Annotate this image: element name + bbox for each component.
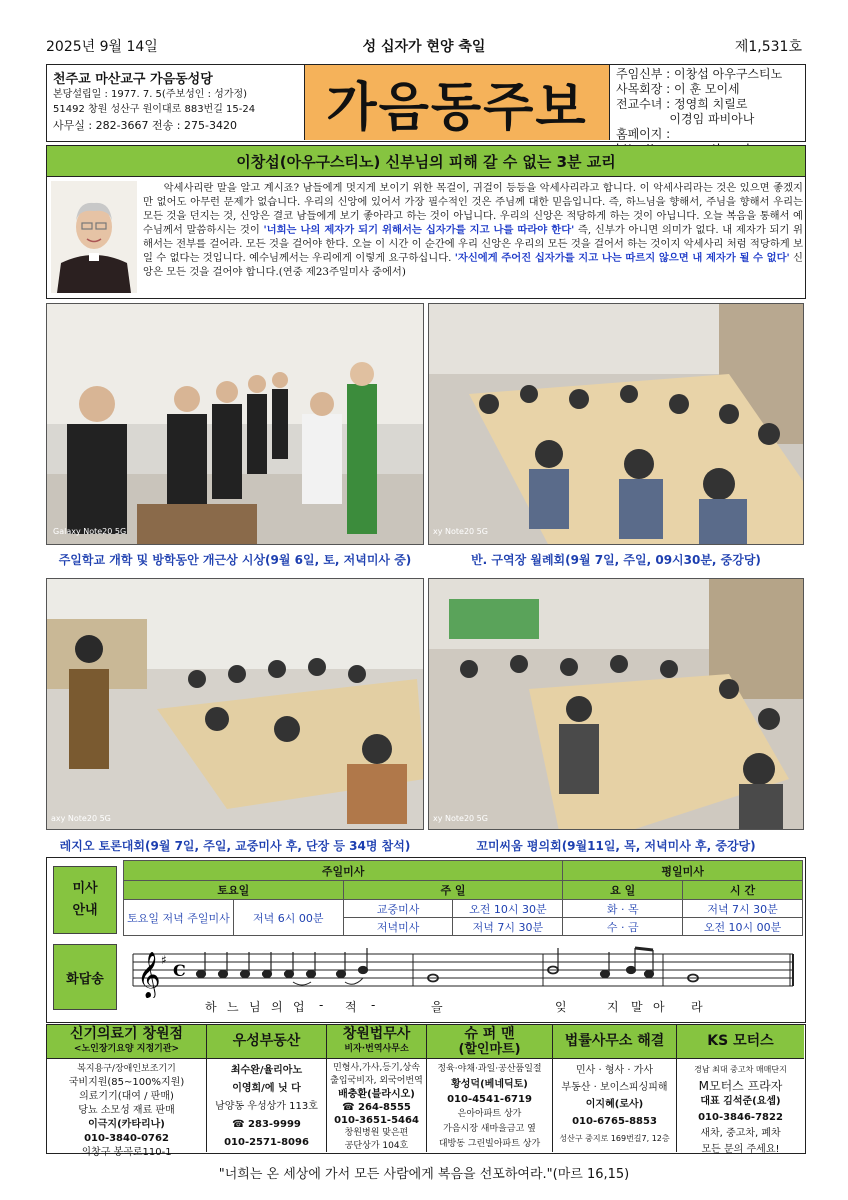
lyric: 을 [431, 1000, 445, 1014]
photo-sunday-school-award [46, 303, 424, 545]
caption-photo-1: 주일학교 개학 및 방학동안 개근상 시상(9월 6일, 토, 저녁미사 중) [58, 553, 412, 567]
ad-address: 가음시장 새마을금고 옆 [443, 1124, 536, 1134]
ad-line: 국비지원(85~100%지원) [68, 1077, 185, 1088]
main-mass-time: 오전 10시 30분 [453, 900, 563, 918]
ad-contact-name: 대표 김석준(요셉) [700, 1096, 781, 1107]
ad-contact-name: 최수완/율리아노 [230, 1065, 303, 1076]
issue-date: 2025년 9월 14일 [46, 39, 158, 55]
ad-medical-supply [47, 1025, 207, 1158]
evening-mass: 저녁미사 [343, 918, 453, 936]
photo-watermark: axy Note20 5G [51, 814, 111, 823]
ad-subtitle: (할인마트) [458, 1041, 521, 1057]
col-sunday: 주 일 [343, 881, 563, 900]
mass-label-2: 안내 [72, 903, 98, 918]
sermon-part-3: 신앙은 모든 것을 걸어야 합니다.(연중 제23주일미사 중에서) [143, 252, 803, 278]
masthead [305, 65, 609, 140]
ad-address: 공단상가 104호 [344, 1141, 409, 1151]
weekday-mass-header: 평일미사 [563, 861, 803, 881]
ad-address: 성산구 중지로 169번길7, 12층 [559, 1134, 670, 1143]
ad-law-office [553, 1025, 677, 1152]
ad-line: 복지용구/장애인보조기기 [77, 1064, 176, 1074]
col-saturday: 토요일 [124, 881, 344, 900]
ad-phone: 010-6765-8853 [572, 1116, 657, 1127]
lyric: 하 [205, 1000, 219, 1014]
ad-real-estate [207, 1025, 327, 1152]
caption-photo-3: 레지오 토론대회(9월 7일, 주일, 교중미사 후, 단장 등 34명 참석) [59, 839, 411, 853]
mass-schedule-table [123, 860, 803, 936]
sermon-box [46, 177, 806, 299]
lyric: 잊 [555, 1000, 569, 1014]
mass-label [53, 866, 117, 934]
psalm-score [123, 938, 803, 1018]
ad-subtitle: 비자·번역사무소 [344, 1043, 409, 1054]
photo-watermark: xy Note20 5G [433, 814, 488, 823]
ad-title: KS 모터스 [707, 1033, 774, 1049]
treble-clef-icon: 𝄞 [137, 952, 161, 998]
caption-photo-2: 반. 구역장 월례회(9월 7일, 주일, 09시30분, 중강당) [471, 553, 761, 567]
lyric: 말 [631, 1000, 645, 1014]
parish-info [47, 65, 305, 140]
ad-phone: 010-4541-6719 [447, 1094, 532, 1105]
saturday-mass: 토요일 저녁 주일미사 [124, 900, 234, 936]
staff-list [609, 65, 805, 140]
psalm-notes [197, 948, 699, 982]
ad-address: 창원병원 맞은편 [344, 1128, 409, 1138]
ad-phone: 010-3651-5464 [334, 1115, 419, 1126]
weekday-1-days: 화 · 목 [563, 900, 683, 918]
mass-psalm-section [46, 857, 806, 1023]
ad-supermarket [427, 1025, 553, 1152]
ad-line: 민사 · 형사 · 가사 [575, 1065, 654, 1076]
common-time-icon: C [173, 961, 186, 980]
ad-ks-motors [677, 1025, 804, 1155]
ad-line: 정육·야채·과일·공산품일절 [437, 1064, 542, 1074]
staff-sister-1: 전교수녀 : 정영희 치릴로 [616, 97, 748, 111]
ad-contact-name: 이극지(카타리나) [88, 1119, 165, 1130]
lyric: - [371, 998, 378, 1012]
lyric: 라 [691, 1000, 705, 1014]
sermon-part-1: 악세사리란 말을 알고 계시죠? 남들에게 멋지게 보이기 위한 목걸이, 귀걸이 등등을 악세사리라고 합니다. 이 악세사리라는 것은 있으면 좋겠지만 없어도 아무런 문제가 없습니다. 우리의 신앙에 있어서 가장 필수적인 것은 주님께 대한 믿음입니다. 즉, 하느님을 향해서, 주님을 향해서 우리는 모든 것을 던지는 것, 신앙은 결코 남들에게 보기 좋아라고 하는 것이 아닙니다. 우리의 신앙은 적당하게 하는 것이 아닙니다. 오늘 복음을 통해서 예수님께서 말씀하시는 것이 [143, 182, 803, 236]
lyric: 의 [271, 1000, 285, 1014]
ad-title: 법률사무소 해결 [564, 1033, 665, 1049]
issue-number: 제1,531호 [734, 39, 802, 55]
ad-phone: 010-3840-0762 [84, 1133, 169, 1144]
ad-line: 출입국비자, 외국어번역 [330, 1076, 423, 1086]
evening-mass-time: 저녁 7시 30분 [453, 918, 563, 936]
photo-district-meeting [428, 303, 804, 545]
founded-date: 본당설립일 : 1977. 7. 5(주보성인 : 성가정) [53, 89, 248, 100]
staff-council: 사목회장 : 이 훈 모이세 [616, 82, 740, 96]
ad-line: 당뇨 소모성 재료 판매 [78, 1105, 175, 1116]
ad-line: 부동산 · 보이스피싱피해 [561, 1082, 668, 1093]
ad-contact-name: 이지혜(로사) [585, 1099, 644, 1110]
col-day: 요 일 [563, 881, 683, 900]
weekday-2-time: 오전 10시 00분 [683, 918, 803, 936]
ad-line: 의료기기(대여 / 판매) [79, 1091, 174, 1102]
ad-address: 의창구 봉곡로110-1 [81, 1147, 172, 1158]
ad-title: 신기의료기 창원점 [69, 1025, 184, 1042]
ad-line: 모든 문의 주세요! [701, 1144, 780, 1155]
sunday-mass-header: 주일미사 [124, 861, 563, 881]
feast-title: 성 십자가 현양 축일 [362, 39, 486, 55]
ad-phone: 010-2571-8096 [224, 1137, 309, 1148]
main-mass: 교중미사 [343, 900, 453, 918]
ad-line: 경남 최대 중고차 매매단지 [694, 1065, 787, 1074]
ads-section [46, 1024, 806, 1158]
saturday-mass-time: 저녁 6시 00분 [233, 900, 343, 936]
lyric: 지 [607, 1000, 621, 1014]
lyric: 느 [227, 1000, 241, 1014]
ad-contact-name: 배충환(블라시오) [338, 1089, 415, 1100]
ad-phone: ☎ 283-9999 [232, 1119, 301, 1130]
ad-address: 남양동 우성상가 113호 [215, 1101, 318, 1112]
ad-contact-name: 황성덕(베네딕토) [451, 1079, 528, 1090]
lyric: 님 [249, 1000, 263, 1014]
psalm-lyrics [123, 998, 803, 1014]
photo-watermark: Galaxy Note20 5G [53, 527, 127, 536]
weekday-2-days: 수 · 금 [563, 918, 683, 936]
parish-name: 천주교 마산교구 가음동성당 [53, 72, 213, 87]
photo-watermark: xy Note20 5G [433, 527, 488, 536]
ad-line: 민형사,가사,등기,상속 [333, 1063, 420, 1073]
ad-subtitle: <노인장기요양 지정기관> [73, 1043, 180, 1054]
ad-title: 슈 퍼 맨 [464, 1025, 515, 1042]
bulletin-header [46, 64, 806, 142]
ad-title: 창원법무사 [342, 1025, 411, 1042]
ad-phone: ☎ 264-8555 [342, 1102, 411, 1113]
footer-verse: "너희는 온 세상에 가서 모든 사람에게 복음을 선포하여라."(마르 16,15) [218, 1167, 630, 1182]
ad-contact-name: 이영희/에 닛 다 [232, 1083, 301, 1094]
sermon-part-2: 즉, 신부가 아니면 의미가 없다. 내 제자가 되기 위해서는 전부를 걸어라. 모든 것을 걸어야 한다. 오늘 이 시간 이 순간에 우리 신앙은 우리의 모든 것을 걸어서 하는 것이지 악세사리 처럼 적당하게 보일 수 없다는 것입니다. 예수님께서는 우리에게 이렇게 요구하십니다. [143, 224, 803, 264]
caption-photo-4: 꼬미씨움 평의회(9월11일, 목, 저녁미사 후, 중강당) [476, 839, 756, 853]
ad-line: M모터스 프라자 [698, 1079, 783, 1093]
sharp-icon: ♯ [161, 953, 167, 967]
parish-phone: 사무실 : 282-3667 전송 : 275-3420 [53, 119, 237, 132]
ad-line: 새차, 중고차, 폐차 [700, 1128, 781, 1139]
psalm-label: 화답송 [53, 944, 117, 1010]
ad-phone: 010-3846-7822 [698, 1112, 783, 1123]
parish-address: 51492 창원 성산구 원이대로 883번길 15-24 [53, 104, 256, 115]
mass-label-1: 미사 [72, 881, 98, 896]
photo-comitium-council [428, 578, 804, 830]
ad-address: 은아아파트 상가 [457, 1109, 522, 1119]
lyric: 적 [345, 1000, 359, 1014]
homepage[interactable]: 홈페이지 : [616, 127, 671, 141]
ad-legal-scrivener [327, 1025, 427, 1152]
sermon-quote-1: '너희는 나의 제자가 되기 위해서는 십자가를 지고 나를 따라야 한다' [263, 224, 575, 236]
lyric: - [319, 998, 326, 1012]
ad-address: 대방동 그린빌아파트 상가 [438, 1139, 541, 1149]
masthead-title: 가음동주보 [326, 78, 588, 138]
photo-legio-debate [46, 578, 424, 830]
staff-pastor: 주임신부 : 이창섭 아우구스티노 [616, 67, 783, 81]
ad-title: 우성부동산 [232, 1033, 301, 1049]
sermon-title: 이창섭(아우구스티노) 신부님의 피해 갈 수 없는 3분 교리 [46, 145, 806, 177]
lyric: 아 [653, 1000, 667, 1014]
sermon-quote-2: '자신에게 주어진 십자가를 지고 나는 따르지 않으면 내 제자가 될 수 없다' [454, 252, 790, 264]
staff-sister-2: 이경임 파비아나 [616, 112, 755, 126]
lyric: 업 [293, 1000, 307, 1014]
sermon-text [143, 181, 803, 279]
col-time: 시 간 [683, 881, 803, 900]
priest-portrait [51, 181, 137, 293]
weekday-1-time: 저녁 7시 30분 [683, 900, 803, 918]
